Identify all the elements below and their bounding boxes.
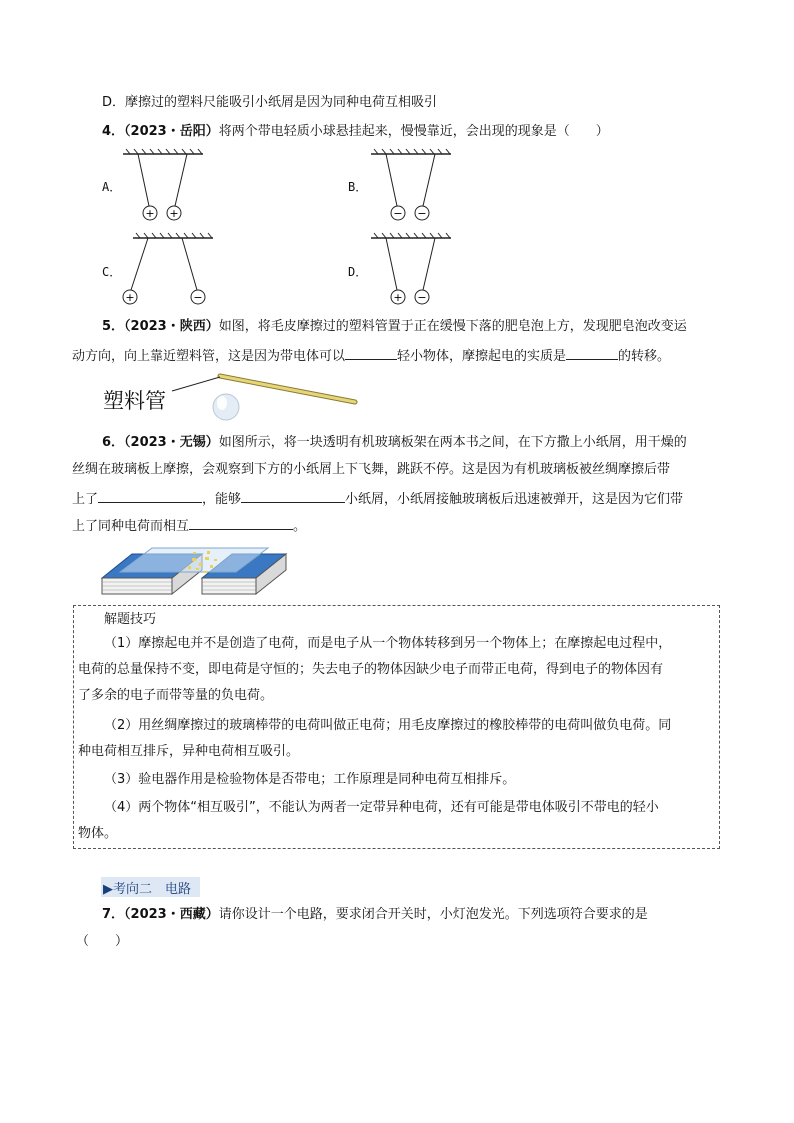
- q4-option-a-label: A．: [102, 180, 122, 194]
- q4-option-a-figure: [120, 148, 210, 228]
- q4-text: 将两个带电轻质小球悬挂起来，慢慢靠近，会出现的现象是（ ）: [218, 124, 609, 139]
- q4-option-c-figure: [120, 232, 220, 312]
- q5-line-2: [72, 345, 670, 366]
- q5-text-1: 如图，将毛皮摩擦过的塑料管置于正在缓慢下落的肥皂泡上方，发现肥皂泡改变运: [218, 319, 687, 334]
- q4-option-d-label: D．: [348, 265, 368, 279]
- q7-source: （2023・西藏）: [124, 907, 219, 922]
- q4-b-charge-2: −: [417, 207, 427, 220]
- q6-text-3b: ，能够: [202, 492, 242, 507]
- q6-blank-2[interactable]: [241, 488, 345, 503]
- q5-blank-1[interactable]: [345, 345, 397, 360]
- tip-line-6: （3）验电器作用是检验物体是否带电；工作原理是同种电荷互相排斥。: [104, 772, 516, 787]
- q4-option-b-figure: [368, 148, 458, 228]
- q6-text-3c: 小纸屑，小纸屑接触玻璃板后迅速被弹开，这是因为它们带: [345, 492, 684, 507]
- q6-text-4b: 。: [293, 519, 307, 534]
- tip-line-1: （1）摩擦起电并不是创造了电荷，而是电子从一个物体转移到另一个物体上；在摩擦起电过程中，: [104, 636, 672, 651]
- q6-blank-3[interactable]: [189, 515, 293, 530]
- q6-source: （2023・无锡）: [124, 435, 219, 450]
- q4-d-charge-2: −: [417, 291, 427, 304]
- q4-a-charge-2: +: [169, 207, 179, 220]
- q4-c-charge-2: −: [193, 291, 203, 304]
- q4-stem: [102, 123, 609, 141]
- q5-figure-label: 塑料管: [103, 389, 166, 413]
- tip-line-8: 物体。: [78, 826, 118, 841]
- q6-line-3: [72, 488, 683, 509]
- tips-title: 解题技巧: [104, 612, 157, 627]
- q5-source: （2023・陕西）: [124, 319, 219, 334]
- q5-line-1: [102, 318, 687, 336]
- q4-option-b-label: B．: [348, 180, 368, 194]
- q5-text-2b: 轻小物体，摩擦起电的实质是: [397, 349, 567, 364]
- q7-number: 7．: [102, 907, 125, 922]
- q4-option-d-figure: [368, 232, 458, 312]
- q6-line-2: 丝绸在玻璃板上摩擦，会观察到下方的小纸屑上下飞舞，跳跃不停。这是因为有机玻璃板被丝绸摩擦后带: [72, 462, 671, 477]
- tip-line-2: 电荷的总量保持不变，即电荷是守恒的；失去电子的物体因缺少电子而带正电荷，得到电子的物体因有: [78, 662, 664, 677]
- q6-line-4: [72, 515, 306, 536]
- q4-option-c-label: C．: [102, 265, 122, 279]
- q5-blank-2[interactable]: [566, 345, 618, 360]
- q4-number: 4．: [102, 124, 125, 139]
- q6-text-4a: 上了同种电荷而相互: [72, 519, 190, 534]
- q4-d-charge-1: +: [393, 291, 403, 304]
- section-heading: ▶考向二 电路: [103, 882, 191, 897]
- q6-text-3a: 上了: [72, 492, 99, 507]
- q7-line-2: （ ）: [76, 934, 129, 949]
- q6-number: 6．: [102, 435, 125, 450]
- q7-text-1: 请你设计一个电路，要求闭合开关时，小灯泡发光。下列选项符合要求的是: [218, 907, 648, 922]
- q4-a-charge-1: +: [145, 207, 155, 220]
- tip-line-4: （2）用丝绸摩擦过的玻璃棒带的电荷叫做正电荷；用毛皮摩擦过的橡胶棒带的电荷叫做负电荷。同: [104, 718, 672, 733]
- q4-b-charge-1: −: [393, 207, 403, 220]
- q7-line-1: [102, 906, 648, 924]
- q5-text-2a: 动方向，向上靠近塑料管，这是因为带电体可以: [72, 349, 346, 364]
- q6-text-1: 如图所示，将一块透明有机玻璃板架在两本书之间，在下方撒上小纸屑，用干燥的: [218, 435, 687, 450]
- q4-c-charge-1: +: [125, 291, 135, 304]
- q4-source: （2023・岳阳）: [124, 124, 219, 139]
- q5-text-2c: 的转移。: [618, 349, 671, 364]
- q5-figure: [170, 372, 330, 422]
- tip-line-3: 了多余的电子而带等量的负电荷。: [78, 688, 274, 703]
- q6-figure: [100, 538, 290, 598]
- tip-line-7: （4）两个物体“相互吸引”，不能认为两者一定带异种电荷，还有可能是带电体吸引不带电的轻小: [104, 800, 659, 815]
- q5-number: 5．: [102, 319, 125, 334]
- tip-line-5: 种电荷相互排斥，异种电荷相互吸引。: [78, 744, 300, 759]
- q3-option-d: D．摩擦过的塑料尺能吸引小纸屑是因为同种电荷互相吸引: [102, 95, 438, 110]
- q6-blank-1[interactable]: [98, 488, 202, 503]
- q6-line-1: [102, 434, 687, 452]
